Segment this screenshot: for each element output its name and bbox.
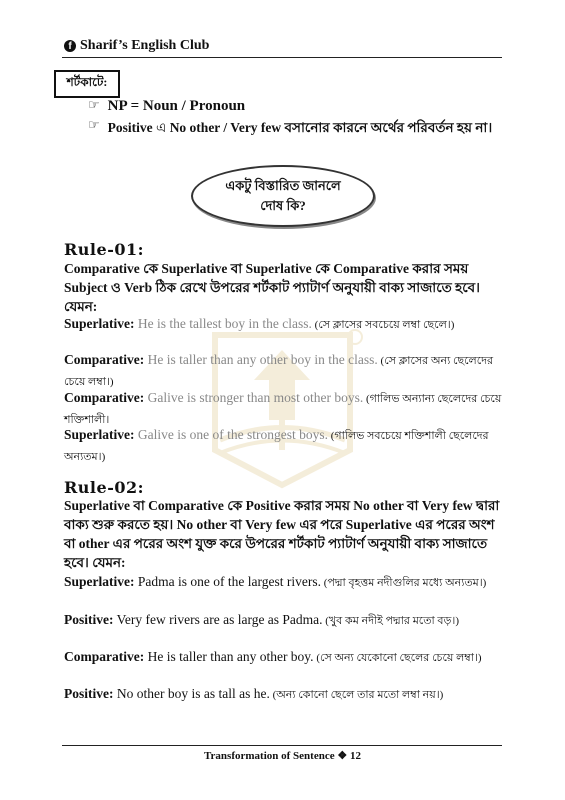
callout-line: দোষ কি? [260,198,306,213]
example-label: Positive: [64,686,114,701]
example-translation: (সে ক্লাসের সবচেয়ে লম্বা ছেলে।) [311,319,455,331]
example-text: Galive is one of the strongest boys. [134,427,328,442]
example-translation: (গালিভ অন্যান্য ছেলেদের চেয়ে শক্তিশালী। [64,393,502,426]
bullet-text: No other / Very few [169,120,282,135]
example-translation: (পদ্মা বৃহত্তম নদীগুলির মধ্যে অন্যতম।) [320,577,487,589]
bullet-text: Positive [107,120,153,135]
header-title: Sharif’s English Club [80,38,210,53]
page-header [64,38,209,54]
example-text: He is taller than any other boy. [144,649,314,664]
example-text: Galive is stronger than most other boys. [144,390,364,405]
page-footer: Transformation of Sentence ❖ 12 [204,750,361,762]
header-divider [62,57,502,58]
example-item [64,610,504,631]
example-item [64,388,504,430]
shortcut-label: শর্টকাটে: [66,75,108,89]
bullet-item-np [88,98,245,115]
pointing-hand-icon: ☞ [88,98,100,113]
example-text: He is the tallest boy in the class. [134,316,312,331]
example-item [64,350,504,392]
shortcut-label-box [54,70,120,98]
example-translation: (গালিভ সবচেয়ে শক্তিশালী ছেলেদের অন্যতম।) [64,430,489,463]
example-label: Comparative: [64,649,145,664]
example-label: Superlative: [64,574,135,589]
example-item [64,647,504,668]
callout-oval [191,165,375,227]
example-label: Positive: [64,612,114,627]
example-item [64,425,504,467]
example-translation: (খুব কম নদীই পদ্মার মতো বড়।) [322,615,459,627]
bullet-text: NP = Noun / Pronoun [107,98,246,114]
example-translation: (সে অন্য যেকোনো ছেলের চেয়ে লম্বা।) [313,652,482,664]
rule-2-intro: Superlative বা Comparative কে Positive করার সময় No other বা Very few দ্বারা বাক্য শুরু করতে হয়। No other বা Very few এর পরে Superlative এর পরের অংশ বা other এর পরের অংশ যুক্ত করে উপরের শর্টকাট প্যাটার্ণ অনুযায়ী বাক্য সাজাতে হবে। যেমন: [64,498,500,570]
facebook-icon: f [64,40,76,52]
example-label: Superlative: [64,316,135,331]
example-translation: (অন্য কোনো ছেলে তার মতো লম্বা নয়।) [269,689,444,701]
bullet-text: এ [152,120,170,135]
bullet-text: বসানোর কারনে অর্থের পরিবর্তন হয় না। [281,120,493,135]
callout-line: একটু বিস্তারিত জানলে [225,178,341,193]
rule-2-heading: Rule-02: [64,478,144,497]
example-text: Padma is one of the largest rivers. [134,574,321,589]
example-item [64,572,504,593]
example-text: He is taller than any other boy in the class. [144,352,378,367]
bullet-item-positive [88,118,508,137]
example-label: Superlative: [64,427,135,442]
rule-1-intro: Comparative কে Superlative বা Superlative কে Comparative করার সময় Subject ও Verb ঠিক রেখে উপরের শর্টকাট প্যাটার্ণ অনুযায়ী বাক্য সাজাতে হবে। যেমন: [64,261,481,314]
example-text: Very few rivers are as large as Padma. [113,612,323,627]
example-translation: (সে ক্লাসের অন্য ছেলেদের চেয়ে লম্বা।) [64,355,494,388]
rule-1-heading: Rule-01: [64,240,144,259]
example-item [64,314,504,335]
example-item [64,684,504,705]
example-text: No other boy is as tall as he. [113,686,270,701]
example-label: Comparative: [64,352,145,367]
example-label: Comparative: [64,390,145,405]
pointing-hand-icon: ☞ [88,118,100,133]
footer-divider [62,745,502,746]
